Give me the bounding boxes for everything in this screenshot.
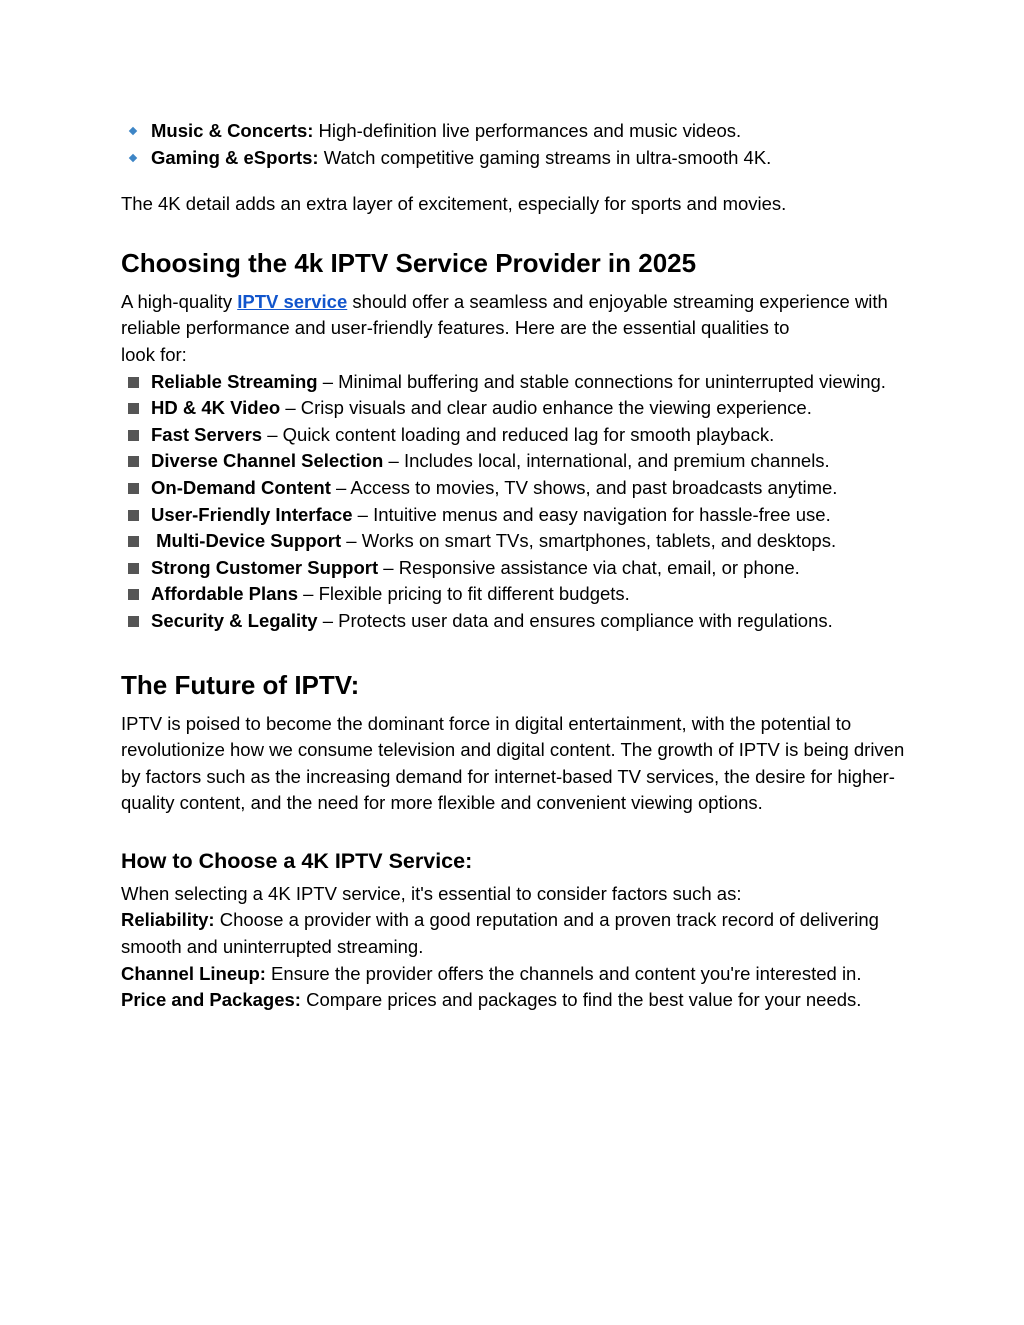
choose-intro-tail: look for: xyxy=(121,343,187,365)
square-bullet-icon xyxy=(128,616,139,627)
list-item-text: – Minimal buffering and stable connections for uninterrupted viewing. xyxy=(317,370,886,392)
list-item xyxy=(121,369,911,396)
square-bullet-icon xyxy=(128,589,139,600)
list-item xyxy=(121,118,911,145)
list-item-label: Music & Concerts: xyxy=(151,120,314,141)
choose-intro-rest: should offer a seamless and enjoyable streaming experience with reliable performance and user-friendly features. Here are the essential qualities to xyxy=(121,290,888,339)
list-item-text: Watch competitive gaming streams in ultra-smooth 4K. xyxy=(318,146,772,168)
factor-item xyxy=(121,987,911,1014)
list-item-label: Diverse Channel Selection xyxy=(151,450,384,472)
how-intro: When selecting a 4K IPTV service, it's essential to consider factors such as: xyxy=(121,882,742,904)
list-item-text: – Includes local, international, and premium channels. xyxy=(383,450,830,472)
list-item-text: – Protects user data and ensures compliance with regulations. xyxy=(317,609,833,631)
list-item-text: – Flexible pricing to fit different budgets. xyxy=(298,583,630,605)
list-item-label: Security & Legality xyxy=(151,609,318,631)
square-bullet-icon xyxy=(128,483,139,494)
qualities-list xyxy=(121,369,911,635)
factor-item xyxy=(121,907,911,960)
factor-label: Reliability: xyxy=(121,909,215,931)
iptv-service-link[interactable]: IPTV service xyxy=(237,290,348,312)
list-item xyxy=(121,395,911,422)
list-item xyxy=(121,555,911,582)
diamond-bullet-icon xyxy=(129,127,137,135)
square-bullet-icon xyxy=(128,456,139,467)
square-bullet-icon xyxy=(128,510,139,521)
factor-text: Ensure the provider offers the channels and content you're interested in. xyxy=(265,962,862,984)
document-page xyxy=(121,118,911,1014)
list-item xyxy=(121,608,911,635)
list-item-label: User-Friendly Interface xyxy=(151,503,353,525)
list-item-label: HD & 4K Video xyxy=(151,397,281,419)
factor-text: Choose a provider with a good reputation and a proven track record of delivering smooth and uninterrupted streaming. xyxy=(121,909,879,958)
list-item-text: – Quick content loading and reduced lag for smooth playback. xyxy=(262,423,775,445)
choose-intro xyxy=(121,289,911,342)
list-item-text: – Works on smart TVs, smartphones, tablets, and desktops. xyxy=(341,530,837,552)
list-item-label: Affordable Plans xyxy=(151,583,298,605)
factor-text: Compare prices and packages to find the best value for your needs. xyxy=(300,989,862,1011)
factor-label: Price and Packages: xyxy=(121,989,301,1011)
choose-heading: Choosing the 4k IPTV Service Provider in 2025 xyxy=(121,247,697,278)
list-item-label: Strong Customer Support xyxy=(151,556,379,578)
top-bullet-list xyxy=(121,118,911,171)
list-item xyxy=(121,475,911,502)
choose-intro-start: A high-quality xyxy=(121,290,238,312)
future-heading: The Future of IPTV: xyxy=(121,669,360,700)
list-item-text: – Crisp visuals and clear audio enhance the viewing experience. xyxy=(280,397,812,419)
list-item xyxy=(121,145,911,172)
list-item-label: On-Demand Content xyxy=(151,476,331,498)
square-bullet-icon xyxy=(128,430,139,441)
list-item-text: High-definition live performances and music videos. xyxy=(313,120,742,141)
list-item-label: Multi-Device Support xyxy=(151,530,342,552)
list-item xyxy=(121,448,911,475)
future-paragraph: IPTV is poised to become the dominant force in digital entertainment, with the potential to revolutionize how we consume television and digital content. The growth of IPTV is being driven by factors such as the increasing demand for internet-based TV services, the desire for higher-quality content, and the need for more flexible and convenient viewing options. xyxy=(121,712,905,814)
how-heading: How to Choose a 4K IPTV Service: xyxy=(121,848,473,873)
factor-item xyxy=(121,961,911,988)
square-bullet-icon xyxy=(128,377,139,388)
square-bullet-icon xyxy=(128,536,139,547)
list-item xyxy=(121,502,911,529)
square-bullet-icon xyxy=(128,403,139,414)
factor-label: Channel Lineup: xyxy=(121,962,266,984)
list-item-label: Gaming & eSports: xyxy=(151,146,319,168)
list-item xyxy=(121,422,911,449)
list-item-text: – Intuitive menus and easy navigation for hassle-free use. xyxy=(352,503,831,525)
list-item xyxy=(121,581,911,608)
list-item-label: Reliable Streaming xyxy=(151,370,318,392)
list-item-text: – Responsive assistance via chat, email, or phone. xyxy=(378,556,800,578)
top-paragraph: The 4K detail adds an extra layer of excitement, especially for sports and movies. xyxy=(121,193,787,215)
list-item-text: – Access to movies, TV shows, and past broadcasts anytime. xyxy=(330,476,838,498)
list-item xyxy=(121,528,911,555)
square-bullet-icon xyxy=(128,563,139,574)
diamond-bullet-icon xyxy=(129,153,137,161)
list-item-label: Fast Servers xyxy=(151,423,263,445)
